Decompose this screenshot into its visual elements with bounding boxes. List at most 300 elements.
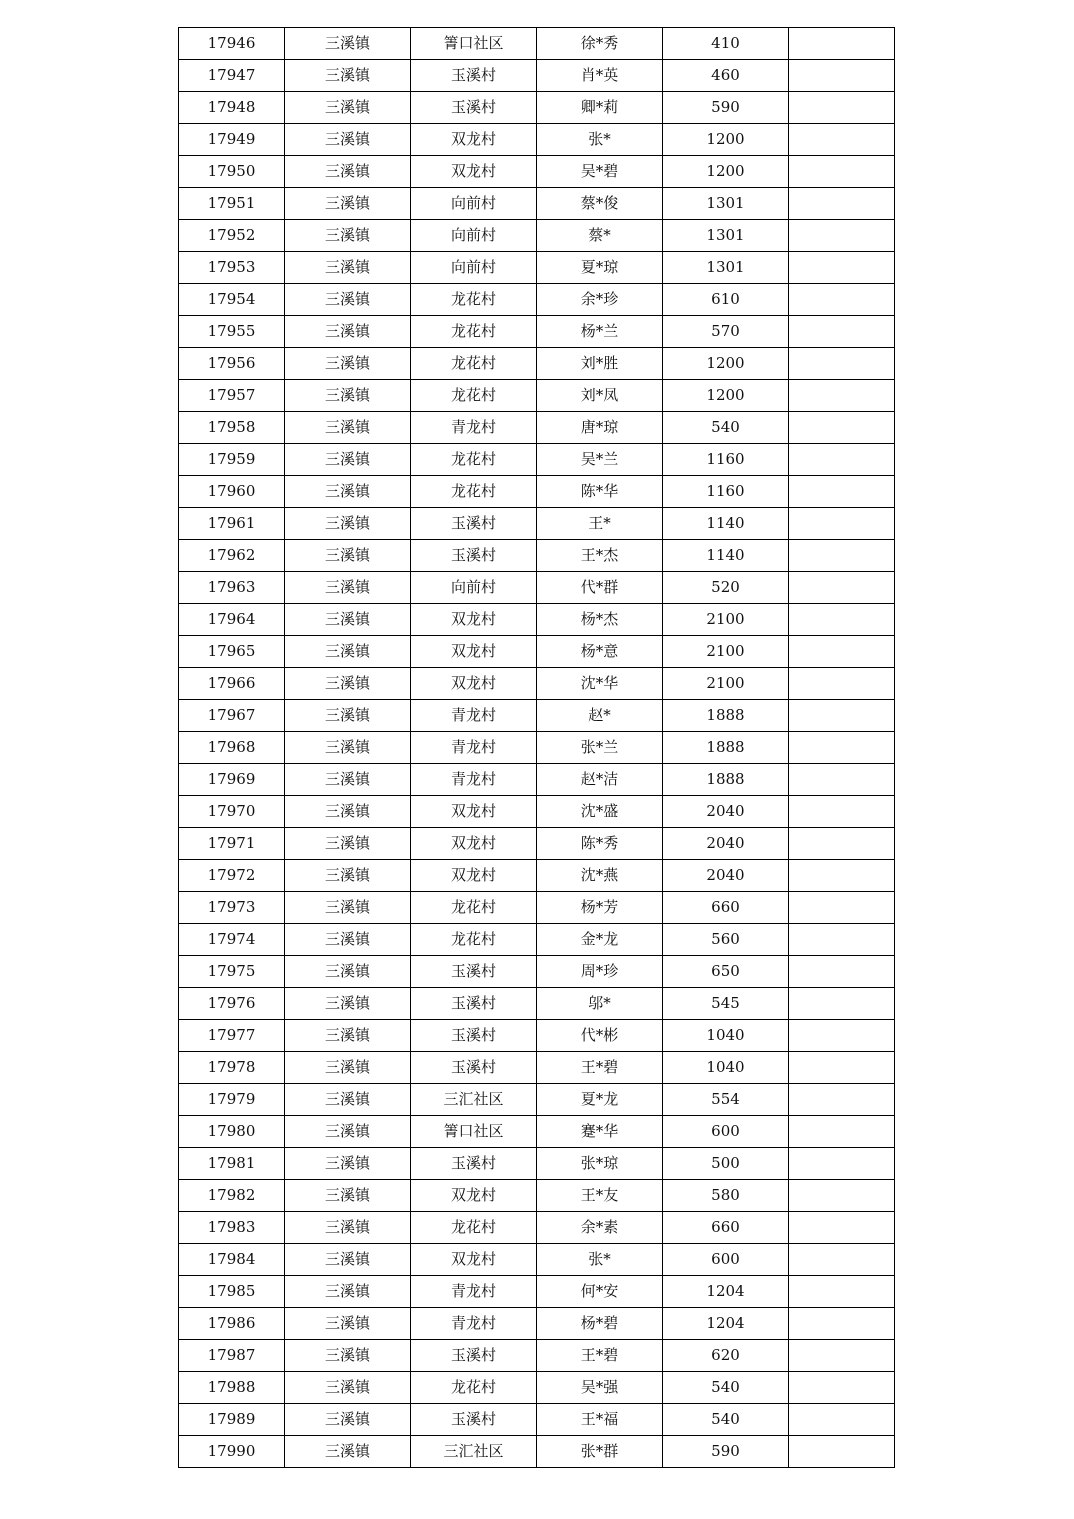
cell-serial-number: 17961 (179, 508, 285, 540)
table-row (179, 28, 895, 60)
table-row (179, 92, 895, 124)
cell-person-name: 唐*琼 (537, 412, 663, 444)
cell-note (789, 1084, 895, 1116)
table-row (179, 892, 895, 924)
table-row (179, 316, 895, 348)
cell-note (789, 60, 895, 92)
cell-amount: 1200 (663, 156, 789, 188)
cell-amount: 1888 (663, 764, 789, 796)
cell-town: 三溪镇 (285, 668, 411, 700)
cell-note (789, 1116, 895, 1148)
cell-note (789, 1180, 895, 1212)
cell-town: 三溪镇 (285, 220, 411, 252)
cell-town: 三溪镇 (285, 1148, 411, 1180)
table-row (179, 700, 895, 732)
cell-person-name: 王*福 (537, 1404, 663, 1436)
cell-amount: 590 (663, 1436, 789, 1468)
cell-town: 三溪镇 (285, 1404, 411, 1436)
cell-person-name: 代*群 (537, 572, 663, 604)
cell-note (789, 508, 895, 540)
cell-person-name: 赵*洁 (537, 764, 663, 796)
cell-amount: 610 (663, 284, 789, 316)
cell-town: 三溪镇 (285, 60, 411, 92)
cell-village: 青龙村 (411, 732, 537, 764)
table-row (179, 1244, 895, 1276)
table-row (179, 1116, 895, 1148)
cell-amount: 1888 (663, 700, 789, 732)
cell-amount: 560 (663, 924, 789, 956)
cell-serial-number: 17983 (179, 1212, 285, 1244)
cell-person-name: 余*珍 (537, 284, 663, 316)
cell-serial-number: 17987 (179, 1340, 285, 1372)
cell-village: 龙花村 (411, 892, 537, 924)
table-row (179, 764, 895, 796)
cell-serial-number: 17976 (179, 988, 285, 1020)
cell-village: 三汇社区 (411, 1436, 537, 1468)
cell-town: 三溪镇 (285, 1436, 411, 1468)
cell-village: 玉溪村 (411, 540, 537, 572)
cell-village: 箐口社区 (411, 28, 537, 60)
cell-village: 龙花村 (411, 380, 537, 412)
cell-note (789, 156, 895, 188)
cell-serial-number: 17978 (179, 1052, 285, 1084)
cell-town: 三溪镇 (285, 444, 411, 476)
cell-person-name: 杨*意 (537, 636, 663, 668)
cell-town: 三溪镇 (285, 764, 411, 796)
cell-note (789, 636, 895, 668)
cell-village: 龙花村 (411, 924, 537, 956)
cell-person-name: 蔡*俊 (537, 188, 663, 220)
cell-amount: 2100 (663, 636, 789, 668)
table-row (179, 1372, 895, 1404)
cell-note (789, 700, 895, 732)
cell-town: 三溪镇 (285, 1276, 411, 1308)
cell-amount: 600 (663, 1244, 789, 1276)
cell-person-name: 周*珍 (537, 956, 663, 988)
cell-village: 双龙村 (411, 1180, 537, 1212)
table-row (179, 1212, 895, 1244)
cell-note (789, 380, 895, 412)
table-row (179, 540, 895, 572)
cell-town: 三溪镇 (285, 1084, 411, 1116)
cell-amount: 500 (663, 1148, 789, 1180)
table-row (179, 60, 895, 92)
cell-note (789, 764, 895, 796)
cell-town: 三溪镇 (285, 892, 411, 924)
cell-note (789, 1244, 895, 1276)
cell-person-name: 刘*胜 (537, 348, 663, 380)
cell-village: 双龙村 (411, 1244, 537, 1276)
cell-village: 向前村 (411, 220, 537, 252)
table-body (179, 28, 895, 1468)
cell-village: 三汇社区 (411, 1084, 537, 1116)
cell-note (789, 1404, 895, 1436)
cell-serial-number: 17969 (179, 764, 285, 796)
table-row (179, 1148, 895, 1180)
cell-note (789, 1148, 895, 1180)
cell-village: 箐口社区 (411, 1116, 537, 1148)
cell-amount: 2040 (663, 828, 789, 860)
cell-amount: 2040 (663, 860, 789, 892)
cell-note (789, 316, 895, 348)
cell-amount: 1140 (663, 540, 789, 572)
cell-serial-number: 17970 (179, 796, 285, 828)
table-row (179, 1436, 895, 1468)
cell-town: 三溪镇 (285, 860, 411, 892)
cell-person-name: 余*素 (537, 1212, 663, 1244)
cell-town: 三溪镇 (285, 476, 411, 508)
cell-town: 三溪镇 (285, 988, 411, 1020)
table-row (179, 988, 895, 1020)
cell-person-name: 张*琼 (537, 1148, 663, 1180)
cell-town: 三溪镇 (285, 956, 411, 988)
cell-note (789, 412, 895, 444)
cell-person-name: 蹇*华 (537, 1116, 663, 1148)
table-row (179, 1084, 895, 1116)
cell-serial-number: 17957 (179, 380, 285, 412)
cell-town: 三溪镇 (285, 508, 411, 540)
table-row (179, 220, 895, 252)
cell-village: 龙花村 (411, 1212, 537, 1244)
cell-person-name: 杨*芳 (537, 892, 663, 924)
cell-amount: 545 (663, 988, 789, 1020)
cell-serial-number: 17951 (179, 188, 285, 220)
cell-amount: 660 (663, 1212, 789, 1244)
table-row (179, 604, 895, 636)
cell-town: 三溪镇 (285, 572, 411, 604)
cell-amount: 1301 (663, 188, 789, 220)
cell-town: 三溪镇 (285, 828, 411, 860)
table-row (179, 636, 895, 668)
cell-serial-number: 17980 (179, 1116, 285, 1148)
cell-note (789, 1020, 895, 1052)
cell-serial-number: 17988 (179, 1372, 285, 1404)
cell-amount: 540 (663, 1372, 789, 1404)
cell-amount: 1160 (663, 476, 789, 508)
cell-serial-number: 17981 (179, 1148, 285, 1180)
table-row (179, 924, 895, 956)
cell-note (789, 1308, 895, 1340)
cell-town: 三溪镇 (285, 380, 411, 412)
cell-town: 三溪镇 (285, 1308, 411, 1340)
cell-village: 龙花村 (411, 316, 537, 348)
cell-serial-number: 17990 (179, 1436, 285, 1468)
cell-person-name: 蔡* (537, 220, 663, 252)
cell-town: 三溪镇 (285, 540, 411, 572)
table-row (179, 380, 895, 412)
cell-note (789, 828, 895, 860)
cell-person-name: 杨*碧 (537, 1308, 663, 1340)
cell-person-name: 吴*兰 (537, 444, 663, 476)
cell-person-name: 杨*兰 (537, 316, 663, 348)
table-row (179, 732, 895, 764)
cell-note (789, 444, 895, 476)
cell-serial-number: 17963 (179, 572, 285, 604)
cell-amount: 460 (663, 60, 789, 92)
cell-serial-number: 17962 (179, 540, 285, 572)
cell-town: 三溪镇 (285, 284, 411, 316)
cell-serial-number: 17953 (179, 252, 285, 284)
cell-serial-number: 17967 (179, 700, 285, 732)
table-row (179, 956, 895, 988)
cell-village: 青龙村 (411, 700, 537, 732)
cell-town: 三溪镇 (285, 92, 411, 124)
cell-person-name: 夏*龙 (537, 1084, 663, 1116)
cell-person-name: 金*龙 (537, 924, 663, 956)
cell-amount: 1200 (663, 124, 789, 156)
cell-amount: 1040 (663, 1052, 789, 1084)
cell-amount: 1140 (663, 508, 789, 540)
cell-serial-number: 17971 (179, 828, 285, 860)
cell-note (789, 1052, 895, 1084)
cell-amount: 570 (663, 316, 789, 348)
table-row (179, 572, 895, 604)
cell-serial-number: 17960 (179, 476, 285, 508)
cell-note (789, 988, 895, 1020)
cell-note (789, 924, 895, 956)
cell-note (789, 892, 895, 924)
cell-serial-number: 17984 (179, 1244, 285, 1276)
cell-town: 三溪镇 (285, 1212, 411, 1244)
cell-amount: 554 (663, 1084, 789, 1116)
table-row (179, 1404, 895, 1436)
cell-serial-number: 17959 (179, 444, 285, 476)
cell-town: 三溪镇 (285, 604, 411, 636)
cell-town: 三溪镇 (285, 1020, 411, 1052)
cell-person-name: 何*安 (537, 1276, 663, 1308)
cell-person-name: 张*兰 (537, 732, 663, 764)
cell-village: 双龙村 (411, 604, 537, 636)
cell-village: 玉溪村 (411, 508, 537, 540)
cell-serial-number: 17949 (179, 124, 285, 156)
table-row (179, 444, 895, 476)
cell-town: 三溪镇 (285, 1340, 411, 1372)
cell-person-name: 刘*凤 (537, 380, 663, 412)
cell-amount: 520 (663, 572, 789, 604)
table-row (179, 508, 895, 540)
cell-town: 三溪镇 (285, 732, 411, 764)
cell-serial-number: 17972 (179, 860, 285, 892)
cell-note (789, 956, 895, 988)
cell-note (789, 92, 895, 124)
cell-village: 玉溪村 (411, 92, 537, 124)
cell-note (789, 604, 895, 636)
cell-town: 三溪镇 (285, 252, 411, 284)
cell-serial-number: 17958 (179, 412, 285, 444)
cell-village: 青龙村 (411, 1276, 537, 1308)
cell-serial-number: 17950 (179, 156, 285, 188)
cell-note (789, 796, 895, 828)
cell-serial-number: 17977 (179, 1020, 285, 1052)
cell-village: 向前村 (411, 572, 537, 604)
cell-amount: 660 (663, 892, 789, 924)
table-row (179, 668, 895, 700)
cell-note (789, 1212, 895, 1244)
cell-person-name: 沈*华 (537, 668, 663, 700)
cell-serial-number: 17985 (179, 1276, 285, 1308)
cell-note (789, 668, 895, 700)
cell-town: 三溪镇 (285, 700, 411, 732)
cell-village: 青龙村 (411, 1308, 537, 1340)
cell-town: 三溪镇 (285, 156, 411, 188)
cell-serial-number: 17982 (179, 1180, 285, 1212)
table-row (179, 1180, 895, 1212)
cell-amount: 410 (663, 28, 789, 60)
table-row (179, 476, 895, 508)
cell-person-name: 杨*杰 (537, 604, 663, 636)
table-row (179, 1020, 895, 1052)
cell-town: 三溪镇 (285, 636, 411, 668)
cell-note (789, 28, 895, 60)
cell-note (789, 1372, 895, 1404)
cell-note (789, 860, 895, 892)
cell-amount: 1160 (663, 444, 789, 476)
cell-village: 龙花村 (411, 284, 537, 316)
cell-village: 玉溪村 (411, 60, 537, 92)
cell-person-name: 夏*琼 (537, 252, 663, 284)
cell-village: 双龙村 (411, 796, 537, 828)
cell-amount: 1204 (663, 1308, 789, 1340)
cell-village: 玉溪村 (411, 1404, 537, 1436)
cell-amount: 1200 (663, 348, 789, 380)
cell-note (789, 220, 895, 252)
cell-note (789, 1436, 895, 1468)
cell-amount: 1301 (663, 220, 789, 252)
cell-town: 三溪镇 (285, 924, 411, 956)
cell-village: 双龙村 (411, 668, 537, 700)
table-row (179, 252, 895, 284)
cell-serial-number: 17955 (179, 316, 285, 348)
table-row (179, 796, 895, 828)
cell-village: 双龙村 (411, 860, 537, 892)
cell-village: 玉溪村 (411, 1052, 537, 1084)
cell-amount: 2040 (663, 796, 789, 828)
cell-town: 三溪镇 (285, 1052, 411, 1084)
cell-person-name: 王*碧 (537, 1052, 663, 1084)
cell-person-name: 王*友 (537, 1180, 663, 1212)
cell-village: 双龙村 (411, 636, 537, 668)
cell-village: 龙花村 (411, 1372, 537, 1404)
cell-person-name: 赵* (537, 700, 663, 732)
cell-note (789, 540, 895, 572)
cell-person-name: 王*杰 (537, 540, 663, 572)
cell-amount: 580 (663, 1180, 789, 1212)
cell-person-name: 陈*秀 (537, 828, 663, 860)
cell-village: 青龙村 (411, 412, 537, 444)
cell-person-name: 沈*燕 (537, 860, 663, 892)
cell-town: 三溪镇 (285, 124, 411, 156)
cell-amount: 1200 (663, 380, 789, 412)
cell-serial-number: 17968 (179, 732, 285, 764)
cell-village: 向前村 (411, 252, 537, 284)
cell-person-name: 张* (537, 1244, 663, 1276)
cell-town: 三溪镇 (285, 1244, 411, 1276)
cell-town: 三溪镇 (285, 1372, 411, 1404)
cell-serial-number: 17965 (179, 636, 285, 668)
cell-village: 龙花村 (411, 348, 537, 380)
cell-town: 三溪镇 (285, 188, 411, 220)
document-page (178, 27, 894, 1468)
cell-amount: 590 (663, 92, 789, 124)
cell-village: 玉溪村 (411, 1340, 537, 1372)
table-row (179, 412, 895, 444)
cell-person-name: 张* (537, 124, 663, 156)
cell-note (789, 124, 895, 156)
table-row (179, 284, 895, 316)
cell-person-name: 邬* (537, 988, 663, 1020)
cell-person-name: 王* (537, 508, 663, 540)
cell-note (789, 188, 895, 220)
table-row (179, 188, 895, 220)
cell-village: 青龙村 (411, 764, 537, 796)
cell-note (789, 572, 895, 604)
cell-village: 龙花村 (411, 444, 537, 476)
cell-serial-number: 17986 (179, 1308, 285, 1340)
cell-village: 双龙村 (411, 156, 537, 188)
cell-serial-number: 17946 (179, 28, 285, 60)
cell-note (789, 252, 895, 284)
cell-town: 三溪镇 (285, 412, 411, 444)
cell-amount: 620 (663, 1340, 789, 1372)
cell-amount: 1301 (663, 252, 789, 284)
cell-person-name: 吴*碧 (537, 156, 663, 188)
cell-town: 三溪镇 (285, 28, 411, 60)
cell-note (789, 1276, 895, 1308)
cell-amount: 540 (663, 1404, 789, 1436)
table-row (179, 1340, 895, 1372)
cell-serial-number: 17964 (179, 604, 285, 636)
cell-amount: 540 (663, 412, 789, 444)
cell-village: 双龙村 (411, 124, 537, 156)
cell-amount: 1040 (663, 1020, 789, 1052)
cell-town: 三溪镇 (285, 1180, 411, 1212)
cell-note (789, 1340, 895, 1372)
cell-town: 三溪镇 (285, 316, 411, 348)
cell-town: 三溪镇 (285, 796, 411, 828)
table-row (179, 1308, 895, 1340)
cell-amount: 600 (663, 1116, 789, 1148)
cell-serial-number: 17947 (179, 60, 285, 92)
cell-amount: 1204 (663, 1276, 789, 1308)
cell-village: 双龙村 (411, 828, 537, 860)
table-row (179, 124, 895, 156)
cell-village: 龙花村 (411, 476, 537, 508)
cell-village: 玉溪村 (411, 956, 537, 988)
table-row (179, 348, 895, 380)
cell-serial-number: 17974 (179, 924, 285, 956)
cell-village: 玉溪村 (411, 988, 537, 1020)
cell-serial-number: 17973 (179, 892, 285, 924)
cell-amount: 2100 (663, 668, 789, 700)
cell-person-name: 代*彬 (537, 1020, 663, 1052)
table-row (179, 156, 895, 188)
table-row (179, 1052, 895, 1084)
table-row (179, 1276, 895, 1308)
cell-amount: 2100 (663, 604, 789, 636)
table-row (179, 828, 895, 860)
cell-town: 三溪镇 (285, 1116, 411, 1148)
cell-person-name: 吴*强 (537, 1372, 663, 1404)
cell-serial-number: 17966 (179, 668, 285, 700)
cell-amount: 650 (663, 956, 789, 988)
cell-town: 三溪镇 (285, 348, 411, 380)
cell-person-name: 陈*华 (537, 476, 663, 508)
cell-serial-number: 17989 (179, 1404, 285, 1436)
cell-person-name: 卿*莉 (537, 92, 663, 124)
cell-serial-number: 17975 (179, 956, 285, 988)
cell-person-name: 肖*英 (537, 60, 663, 92)
cell-village: 玉溪村 (411, 1148, 537, 1180)
